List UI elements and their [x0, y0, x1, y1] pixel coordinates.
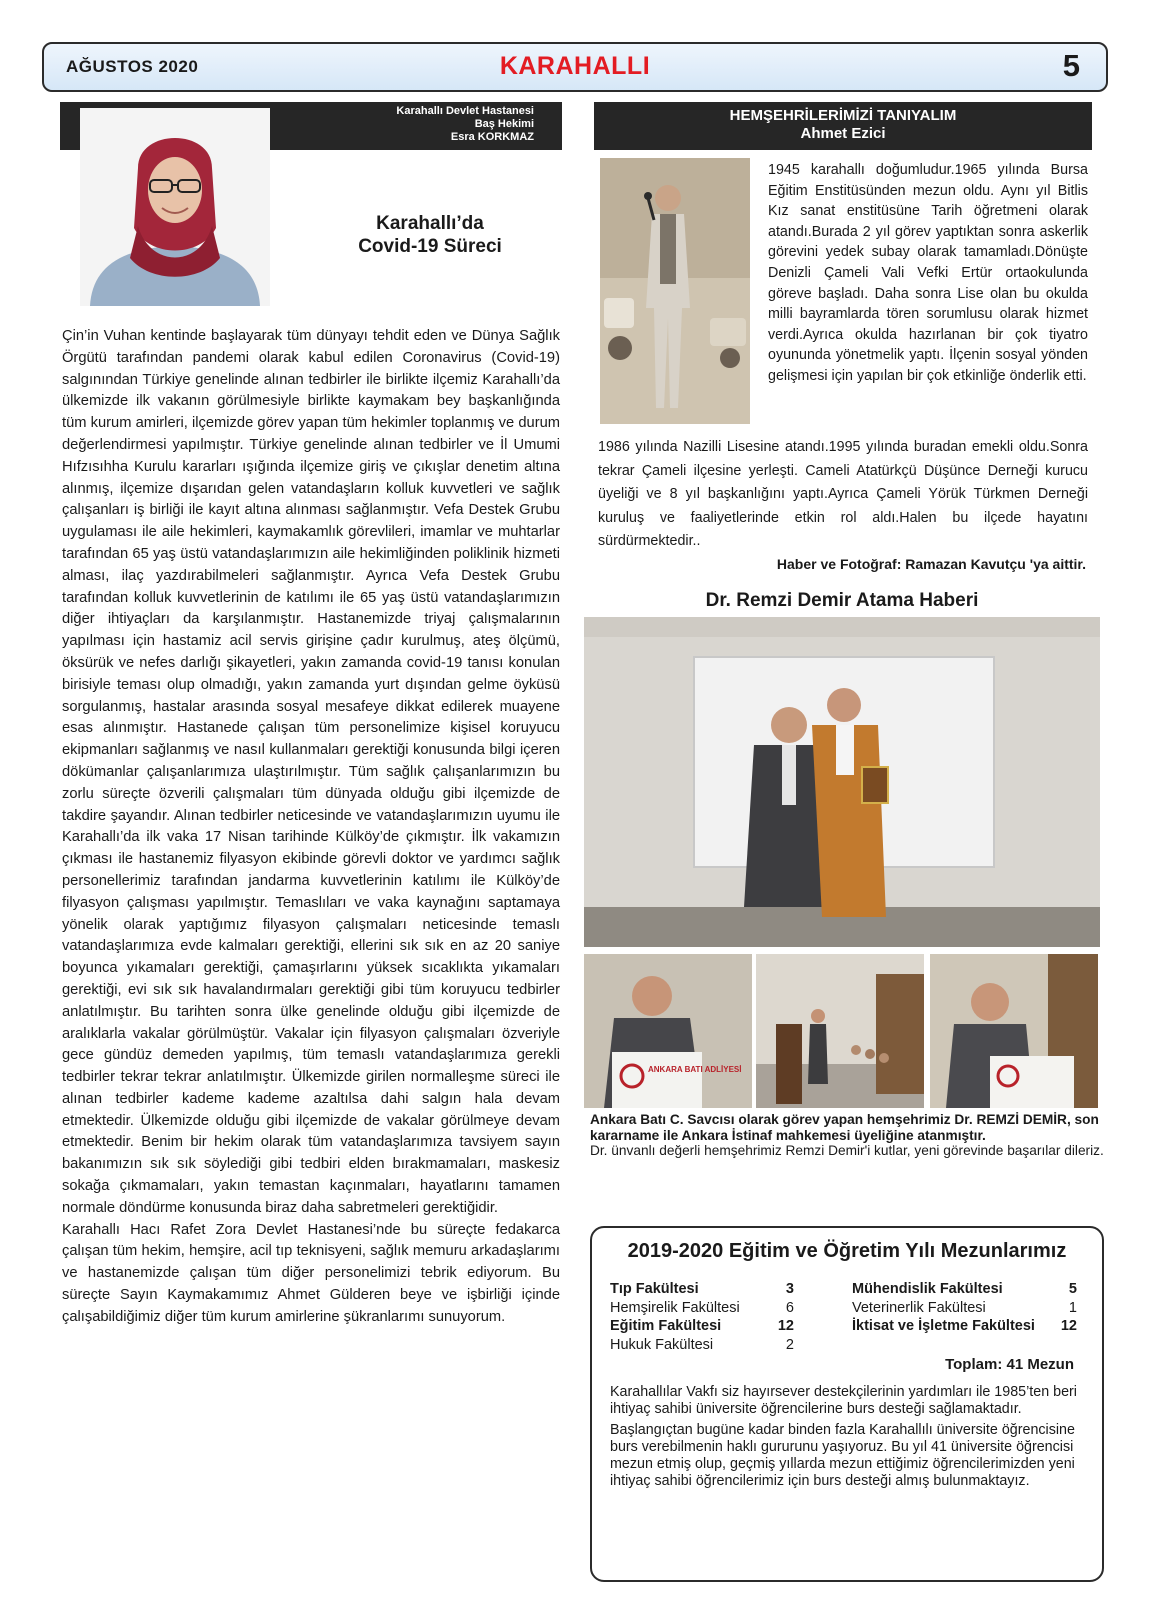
faculty-row [610, 1317, 794, 1336]
faculty-row [852, 1299, 1077, 1318]
faculty-row [610, 1280, 794, 1299]
covid-article-body [62, 326, 560, 1329]
faculty-row [610, 1336, 794, 1355]
graduates-box [590, 1226, 1104, 1582]
foundation-paragraph: Karahallılar Vakfı siz hayırsever destekçilerinin yardımları ile 1985’ten beri ihtiyaç sahibi üniversite öğrencilerine burs desteği sağlamaktadır. [610, 1384, 1077, 1417]
faculty-row [852, 1317, 1077, 1336]
profile-section-heading: HEMŞEHRİLERİMİZİ TANIYALIM [729, 107, 957, 124]
profile-banner [594, 102, 1092, 150]
caption-congrats: Dr. ünvanlı değerli hemşehrimiz Remzi Demir'i kutlar, yeni görevinde başarılar dileriz. [590, 1143, 1104, 1158]
issue-date: AĞUSTOS 2020 [66, 57, 199, 76]
article-paragraph: Karahallı Hacı Rafet Zora Devlet Hastanesi’nde bu süreçte fedakarca çalışan tüm hekim, hemşire, acil tıp teknisyeni, sağlık memuru arkadaşlarımı ve hastanemizde çalışan tüm diğer personelimizi tebrik ediyorum. Bu süreçte Sayın Kaymakamımız Ahmet Gülderen beye ve işbirliği içinde çalışabildiğimiz diğer tüm kurum amirlerine şükranlarımı sunuyorum. [62, 1221, 560, 1325]
author-role: Baş Hekimi [474, 118, 534, 130]
profile-bio-part2: 1986 yılında Nazilli Lisesine atandı.1995 yılında buradan emekli oldu.Sonra tekrar Çameli ilçesine yerleşti. Cameli Atatürkçü Düşünce Derneği kurucu üyeliği ve 8 yıl başkanlığını yaptı.Ayrıca Çameli Yörük Türkmen Derneği kuruluş ve faaliyetlerinde etkin rol aldı.Halen bu ilçede hayatını sürdürmektedir.. [598, 439, 1088, 549]
faculty-list-left [610, 1280, 794, 1354]
faculty-name: Mühendislik Fakültesi [852, 1281, 1003, 1297]
faculty-list-right [852, 1280, 1077, 1336]
faculty-name: Hemşirelik Fakültesi [610, 1299, 740, 1316]
page-number: 5 [1062, 48, 1080, 83]
speaker-photo-1 [584, 954, 752, 1108]
faculty-name: Veterinerlik Fakültesi [852, 1299, 986, 1316]
profile-bio-part1: 1945 karahallı doğumludur.1965 yılında Bursa Eğitim Enstitüsünden mezun oldu. Aynı yıl Bitlis Kız sanat enstitüsüne Tarih öğretmeni olarak atandı.Burada 2 yıl görev yaptıktan sonra askerlik görevini yedek subay olarak tamamladı.Dönüşte Denizli Çameli Vali Vefki Ertür ortaokulunda göreve başladı. Daha sonra Lise olan bu okulda milli bayramlarda tören sorumlusu olarak hizmet verdi.Ayrıca okulda hazırlanan bir çok tiyatro oyununda yönetmelik yaptı. İlçenin sosyal yönden gelişmesi için yapılan bir çok etkinliğe önderlik etti. [768, 162, 1088, 384]
profile-person-name: Ahmet Ezici [800, 125, 886, 142]
faculty-count: 12 [777, 1318, 794, 1334]
faculty-count: 12 [1060, 1318, 1077, 1334]
article-title-line1: Karahallı’da [376, 213, 484, 234]
article-paragraph: Çin’in Vuhan kentinde başlayarak tüm dünyayı tehdit eden ve Dünya Sağlık Örgütü tarafından pandemi olarak kabul edilen Coronavirus (Covid-19) salgınından Türkiye genelinde alınan tedbirler ile birlikte ilçemiz Karahallı’da ülkemizde ilk vakanın görülmesiyle birlikte kaymakam bey başkanlığında tüm kurum amirleri, ilçemizde görev yapan tüm hekimler toplanmış ve durum değerlendirmesi yapılmıştır. Türkiye genelinde alınan tedbirler ve İl Umumi Hıfzısıhha Kurulu kararları ışığında ilçemize giriş ve çıkışlar denetim altına alınmış, ilçemize dışarıdan gelen vatandaşların kolluk kuvvetleri ve sağlık çalışanları iş birliği ile kayıt altına alınması sağlanmıştır. Vefa Destek Grubu uygulaması ile aile hekimleri, kaymakamlık görevlileri, imamlar ve muhtarlar tarafından 65 yaş üstü vatandaşlarımızın aile hekimliğinden poliklinik hizmeti alması, ilaç yazdırabilmeleri sağlanmıştır. Ayrıca Vefa Destek Grubu tarafından kolluk kuvvetlerinin de katılımı ile 65 yaş üstü vatandaşlarımızın diğer ihtiyaçları da karşılanmıştır. Hastanemizde triyaj çalışmalarının yapılması için hastamiz acil servis girişine çadır kurulmuş, ateş ölçümü, öksürük ve nefes darlığı şikayetleri, yakın zamanda covid-19 tanısı konulan birisiyle teması olup olmadığı, yakın zamanda yurt dışından gelme öyküsü sorgulanmış, hastalar arasında sosyal mesafeye dikkat edilerek muayene esas alınmıştır. Hastanede çalışan tüm personelimize kişisel koruyucu ekipmanları sağlanmış ve nasıl kullanmaları gerektiği konusunda bilgi içeren dökümanlar çalışanlarımıza ulaştırılmıştır. Tüm sağlık çalışanlarımızın bu zorlu süreçte özverili çalışmaları tüm dünyada olduğu gibi ilçemizde de takdire şayandır. Alınan tedbirler neticesinde ve vatandaşlarımızın uyumu ile Karahallı’da ilk vaka 17 Nisan tarihinde Külköy’de çıkmıştır. İlk vakamızın çıkması ile hastanemiz filyasyon ekibinde görevli doktor ve yardımcı sağlık personellerimiz tarafından jandarma kuvvetlerinin katılımı ile Külköy’de filyasyon çalışması yapılmıştır. Temaslıları ve vaka kaynağını saptamaya yönelik olarak yaptığımız filyasyon çalışmaları neticesinde temaslı vatandaşlarımıza evde kalmaları gerektiği, ellerini sık sık en az 20 saniye boyunca yıkamaları gerektiği, çamaşırlarını yüksek sıcaklıkta yıkamaları gerektiği, evi sık sık havalandırmaları gerektiği gibi tüm koruyucu tedbirler anlatılmıştır. Bu tarihten sonra ülke genelinde olduğu gibi ilçemizde de aralıklarla vakalar görülmüştür. Vakalar için filyasyon çalışmaları özveriyle gece gündüz demeden yapılmış, tüm temaslı vatandaşlarımıza gerekli tedbirler tekrar tekrar anlatılmıştır. Ülkemizde girilen normalleşme süreci ile alınan tedbirler kademe kademe azaltılsa dahi salgın hala devam etmektedir. Ülkemizde olduğu gibi ilçemizde de vakalar görülmeye devam etmektedir. Benim bir hekim olarak tüm vatandaşlarımıza tavsiyem sayın bakanımızın sık sık söylediği gibi tedbiri elden bırakmamaları, maskesiz sokağa çıkmamaları, yakın temastan kaçınmaları, hayatlarını tamamen normale döndürme konusunda biraz daha sabretmeleri gerektiğidir. [62, 328, 560, 1216]
caption-lead: Ankara Batı C. Savcısı olarak görev yapan hemşehrimiz Dr. REMZİ DEMİR, son kararname ile Ankara İstinaf mahkemesi üyeliğine atanmıştır. [590, 1112, 1099, 1143]
author-portrait [80, 108, 270, 306]
article-title [330, 212, 530, 258]
faculty-row [610, 1299, 794, 1318]
graduates-total: Toplam: 41 Mezun [945, 1356, 1074, 1373]
award-ceremony-photo [584, 617, 1100, 947]
newspaper-brand: KARAHALLI [499, 52, 651, 80]
graduates-title: 2019-2020 Eğitim ve Öğretim Yılı Mezunlarımız [627, 1240, 1067, 1262]
faculty-count: 1 [1068, 1299, 1077, 1316]
author-name: Esra KORKMAZ [450, 131, 534, 143]
foundation-text [610, 1384, 1086, 1490]
article-title-line2: Covid-19 Süreci [358, 236, 502, 257]
faculty-count: 3 [785, 1281, 794, 1297]
photo-credit: Haber ve Fotoğraf: Ramazan Kavutçu 'ya aittir. [776, 556, 1086, 572]
faculty-row [852, 1280, 1077, 1299]
author-institution: Karahallı Devlet Hastanesi [396, 105, 534, 117]
faculty-count: 2 [785, 1336, 794, 1353]
appointment-caption [590, 1112, 1104, 1159]
faculty-count: 5 [1068, 1281, 1077, 1297]
foundation-paragraph: Başlangıçtan bugüne kadar binden fazla Karahallılı üniversite öğrencisine burs verebilmenin haklı gururunu yaşıyoruz. Bu yıl 41 üniversite öğrencisi mezun etmiş olup, geçmiş yıllarda mezun ettiğimiz öğrencilerimizden yeni ihtiyaç sahibi öğrencilerimiz için burs desteği almış bulunmaktayız. [610, 1422, 1075, 1489]
ceremony-hall-photo [756, 954, 924, 1108]
faculty-name: Eğitim Fakültesi [610, 1318, 722, 1334]
faculty-count: 6 [785, 1299, 794, 1316]
appointment-headline: Dr. Remzi Demir Atama Haberi [705, 590, 979, 611]
speaker-photo-2 [930, 954, 1098, 1108]
podium-label: ANKARA BATI ADLİYESİ [648, 1065, 742, 1074]
faculty-name: İktisat ve İşletme Fakültesi [852, 1318, 1035, 1334]
faculty-name: Hukuk Fakültesi [610, 1336, 714, 1353]
masthead [42, 42, 1108, 92]
profile-photo [600, 158, 750, 424]
faculty-name: Tıp Fakültesi [610, 1281, 699, 1297]
